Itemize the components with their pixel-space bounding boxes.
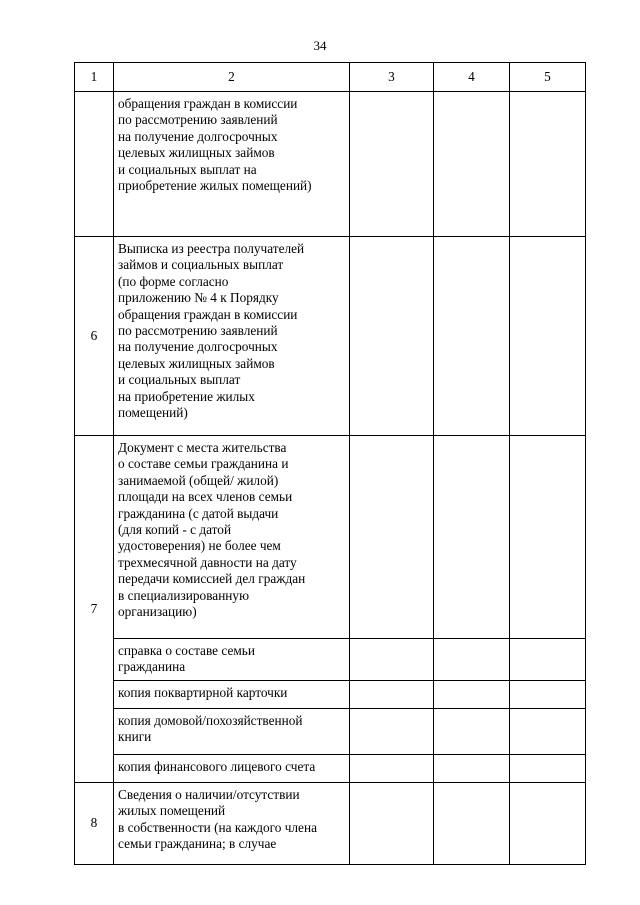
description-line: удостоверения) не более чем — [118, 538, 281, 554]
description-line: по рассмотрению заявлений — [118, 112, 278, 128]
description-line: семьи гражданина; в случае — [118, 836, 277, 852]
description-line: Документ с места жительства — [118, 440, 287, 455]
description-line: на получение долгосрочных — [118, 339, 278, 355]
cell-col-4 — [434, 783, 510, 865]
row-description — [114, 639, 350, 681]
cell-col-5 — [510, 237, 586, 436]
row-description — [114, 783, 350, 865]
description-line: на получение долгосрочных — [118, 128, 278, 144]
description-line: книги — [118, 729, 152, 745]
cell-col-3 — [350, 755, 434, 783]
table-subrow — [75, 709, 586, 755]
cell-col-4 — [434, 755, 510, 783]
description-line: обращения граждан в комиссии — [118, 306, 298, 322]
cell-col-5 — [510, 639, 586, 681]
description-line: помещений) — [118, 405, 188, 421]
cell-col-3 — [350, 709, 434, 755]
header-col-2: 2 — [114, 63, 350, 92]
page-number: 34 — [313, 38, 327, 53]
row-description — [114, 237, 350, 436]
table-row — [75, 92, 586, 237]
row-number: 7 — [75, 436, 114, 783]
description-line: копия финансового лицевого счета — [118, 759, 316, 774]
description-line: целевых жилищных займов — [118, 145, 275, 161]
cell-col-3 — [350, 92, 434, 237]
row-number — [75, 92, 114, 237]
cell-col-5 — [510, 709, 586, 755]
header-col-1: 1 — [75, 63, 114, 92]
description-line: передачи комиссией дел граждан — [118, 571, 306, 587]
description-line: занимаемой (общей/ жилой) — [118, 472, 279, 488]
description-line: гражданина (с датой выдачи — [118, 505, 279, 521]
description-line: приобретение жилых помещений) — [118, 178, 312, 194]
cell-col-4 — [434, 237, 510, 436]
description-line: и социальных выплат — [118, 372, 241, 388]
header-col-3: 3 — [350, 63, 434, 92]
header-col-4: 4 — [434, 63, 510, 92]
row-description — [114, 755, 350, 783]
description-line: справка о составе семьи — [118, 643, 255, 658]
cell-col-3 — [350, 436, 434, 639]
table-subrow — [75, 681, 586, 709]
description-line: Выписка из реестра получателей — [118, 241, 305, 256]
table-subrow — [75, 639, 586, 681]
cell-col-4 — [434, 92, 510, 237]
row-description — [114, 709, 350, 755]
description-line: займов и социальных выплат — [118, 257, 284, 273]
description-line: в специализированную — [118, 587, 250, 603]
cell-col-5 — [510, 755, 586, 783]
cell-col-5 — [510, 783, 586, 865]
cell-col-3 — [350, 681, 434, 709]
description-line: площади на всех членов семьи — [118, 489, 293, 505]
description-line: Сведения о наличии/отсутствии — [118, 787, 300, 802]
description-line: обращения граждан в комиссии — [118, 96, 298, 111]
description-line: гражданина — [118, 659, 186, 675]
table-subrow — [75, 755, 586, 783]
table-row — [75, 783, 586, 865]
row-description — [114, 681, 350, 709]
description-line: жилых помещений — [118, 803, 226, 819]
cell-col-4 — [434, 681, 510, 709]
description-line: приложению № 4 к Порядку — [118, 290, 279, 306]
header-col-5: 5 — [510, 63, 586, 92]
description-line: организацию) — [118, 604, 197, 620]
cell-col-5 — [510, 436, 586, 639]
description-line: трехмесячной давности на дату — [118, 554, 297, 570]
cell-col-5 — [510, 681, 586, 709]
description-line: целевых жилищных займов — [118, 355, 275, 371]
row-number: 6 — [75, 237, 114, 436]
description-line: копия домовой/похозяйственной — [118, 713, 303, 728]
table-row — [75, 436, 586, 639]
description-line: на приобретение жилых — [118, 388, 255, 404]
cell-col-3 — [350, 237, 434, 436]
documents-table — [74, 62, 586, 865]
row-description — [114, 436, 350, 639]
table-row — [75, 237, 586, 436]
description-line: (для копий - с датой — [118, 522, 232, 538]
cell-col-4 — [434, 639, 510, 681]
cell-col-3 — [350, 783, 434, 865]
description-line: копия поквартирной карточки — [118, 685, 288, 700]
cell-col-3 — [350, 639, 434, 681]
row-number: 8 — [75, 783, 114, 865]
description-line: по рассмотрению заявлений — [118, 323, 278, 339]
description-line: в собственности (на каждого члена — [118, 819, 317, 835]
description-line: и социальных выплат на — [118, 161, 257, 177]
row-description — [114, 92, 350, 237]
description-line: (по форме согласно — [118, 273, 229, 289]
table-header-row — [75, 63, 586, 92]
description-line: о составе семьи гражданина и — [118, 456, 289, 472]
cell-col-5 — [510, 92, 586, 237]
cell-col-4 — [434, 709, 510, 755]
cell-col-4 — [434, 436, 510, 639]
